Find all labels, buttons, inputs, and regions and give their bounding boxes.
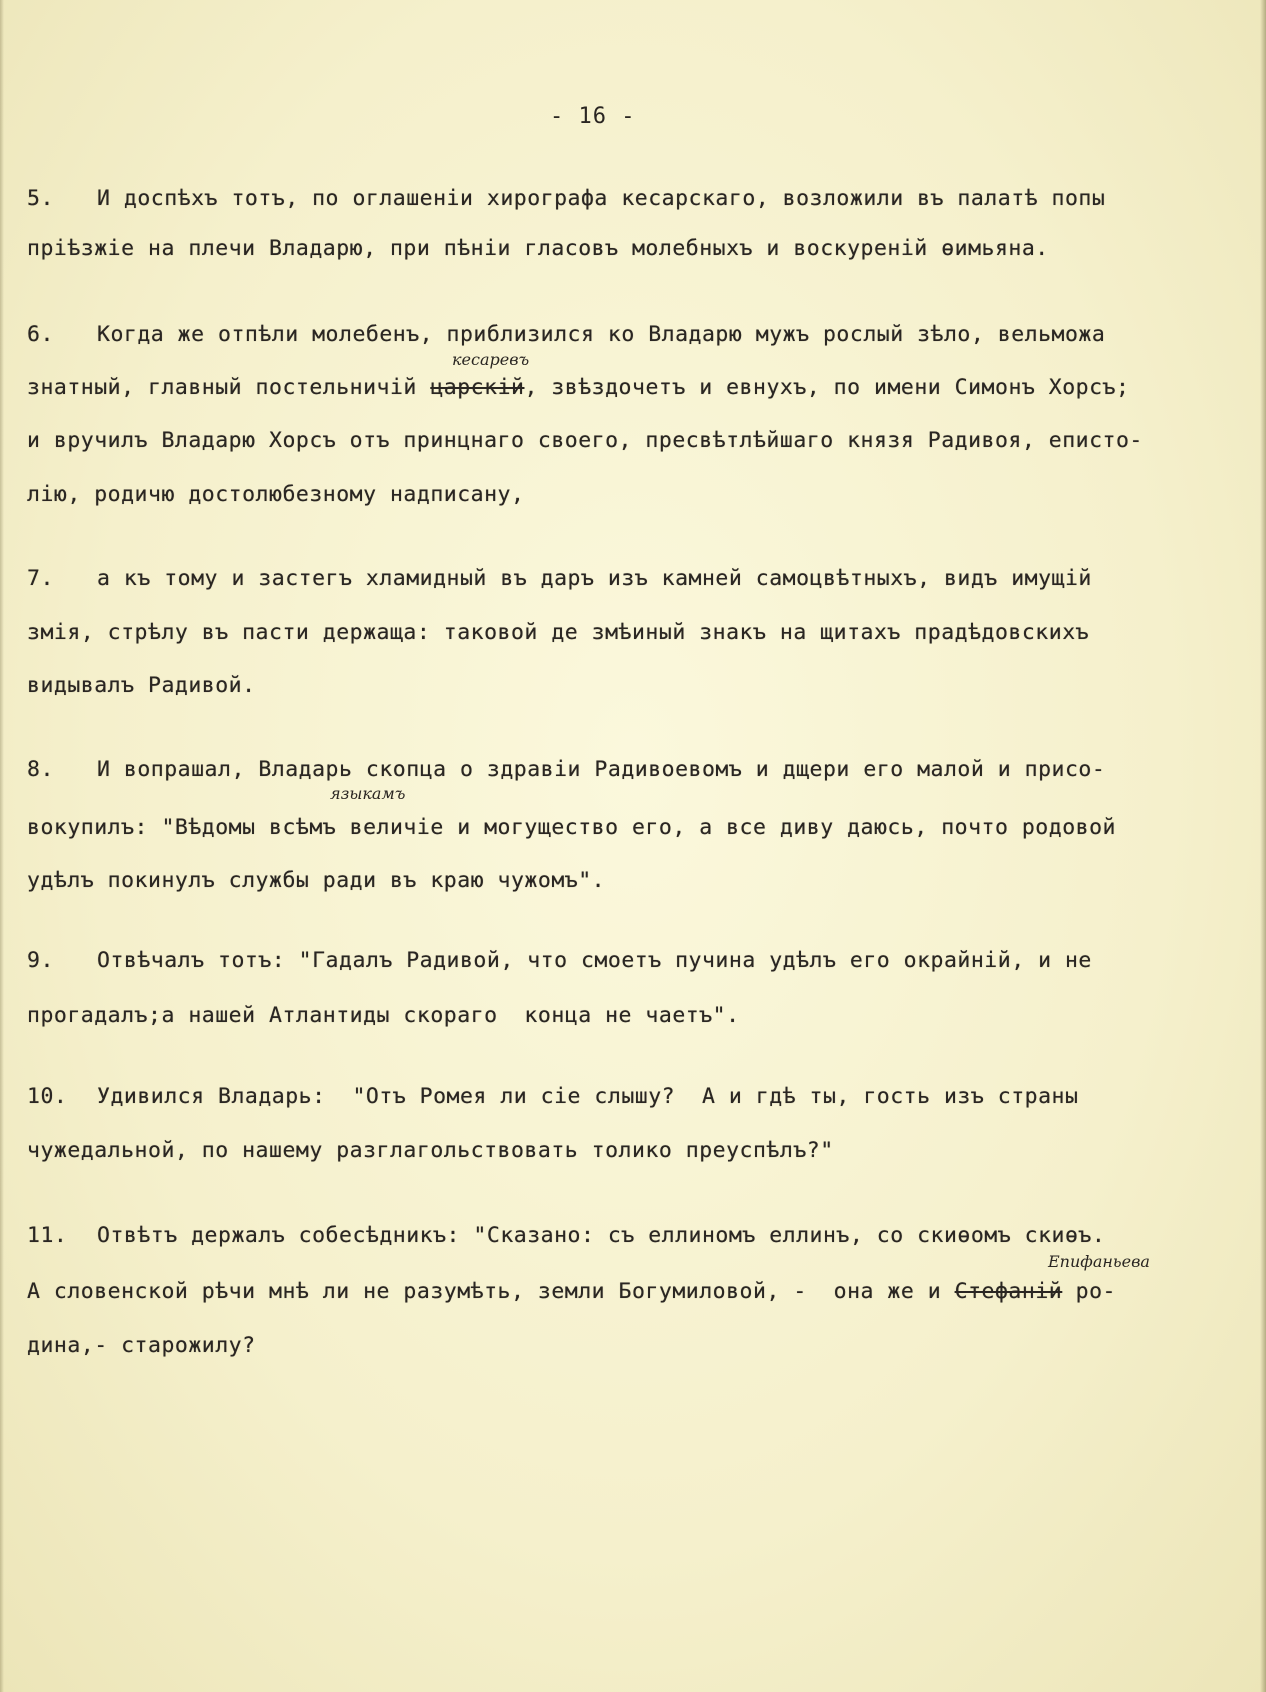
paragraph-5-line-1: И доспѣхъ тотъ, по оглашеніи хирографа кесарскаго, возложили въ палатѣ попы [97, 186, 1106, 211]
paragraph-6-line-2 [27, 375, 1129, 400]
paragraph-6-line-2-start: знатный, главный постельничій [27, 375, 417, 400]
paragraph-5-number: 5. [27, 186, 54, 211]
struck-word-stefaniy: Стефаній [954, 1279, 1063, 1304]
paragraph-8-line-2: вокупилъ: "Вѣдомы всѣмъ величіе и могущество его, а все диву даюсь, почто родовой [27, 815, 1116, 840]
paragraph-8-line-1: И вопрашал, Владарь скопца о здравіи Радивоевомъ и дщери его малой и присо- [97, 757, 1106, 782]
paragraph-11-line-3: дина,- старожилу? [27, 1333, 256, 1358]
handwritten-note-epifanyeva: Епифаньева [1048, 1252, 1150, 1271]
paragraph-10-line-1: Удивился Владарь: "Отъ Ромея ли сіе слышу? А и гдѣ ты, гость изъ страны [97, 1084, 1079, 1109]
paragraph-7-line-1: а къ тому и застегъ хламидный въ даръ изъ камней самоцвѣтныхъ, видъ имущій [97, 566, 1092, 591]
page-number: - 16 - [550, 104, 636, 129]
paragraph-6-line-1: Когда же отпѣли молебенъ, приблизился ко Владарю мужъ рослый зѣло, вельможа [97, 322, 1106, 347]
paragraph-7-line-3: видывалъ Радивой. [27, 673, 256, 698]
paragraph-11-line-2-end: ро- [1062, 1279, 1116, 1304]
paragraph-9-line-1: Отвѣчалъ тотъ: "Гадалъ Радивой, что смоетъ пучина удѣлъ его окрайній, и не [97, 948, 1092, 973]
paragraph-6-number: 6. [27, 322, 54, 347]
handwritten-note-yazykam: языкамъ [330, 784, 406, 803]
paragraph-11-line-2-start: А словенской рѣчи мнѣ ли не разумѣть, земли Богумиловой, - она же и [27, 1279, 942, 1304]
struck-word-tsarskiy: царскій [430, 375, 525, 400]
paragraph-11-line-2 [27, 1279, 1116, 1304]
paragraph-11-number: 11. [27, 1223, 68, 1248]
paragraph-11-line-1: Отвѣтъ держалъ собесѣдникъ: "Сказано: съ еллиномъ еллинъ, со скиѳомъ скиѳъ. [97, 1223, 1106, 1248]
paper-edge-right [1260, 0, 1266, 1692]
paragraph-10-number: 10. [27, 1084, 68, 1109]
paragraph-9-line-2: прогадалъ;а нашей Атлантиды скораго конца не чаетъ". [27, 1003, 740, 1028]
paragraph-6-line-3: и вручилъ Владарю Хорсъ отъ принцнаго своего, пресвѣтлѣйшаго князя Радивоя, еписто- [27, 428, 1143, 453]
paragraph-8-number: 8. [27, 757, 54, 782]
paragraph-5-line-2: пріѣзжіе на плечи Владарю, при пѣніи гласовъ молебныхъ и воскуреній ѳимьяна. [27, 236, 1049, 261]
paragraph-6-line-2-end: , звѣздочетъ и евнухъ, по имени Симонъ Хорсъ; [524, 375, 1130, 400]
paragraph-9-number: 9. [27, 948, 54, 973]
paragraph-7-number: 7. [27, 566, 54, 591]
paragraph-6-line-4: лію, родичю достолюбезному надписану, [27, 482, 525, 507]
handwritten-note-kesarev: кесаревъ [452, 350, 530, 369]
paragraph-8-line-3: удѣлъ покинулъ службы ради въ краю чужомъ". [27, 868, 606, 893]
paper-edge-left [0, 0, 4, 1692]
paragraph-10-line-2: чужедальной, по нашему разглагольствовать толико преуспѣлъ?" [27, 1138, 834, 1163]
paragraph-7-line-2: змія, стрѣлу въ пасти держаща: таковой де змѣиный знакъ на щитахъ прадѣдовскихъ [27, 620, 1090, 645]
